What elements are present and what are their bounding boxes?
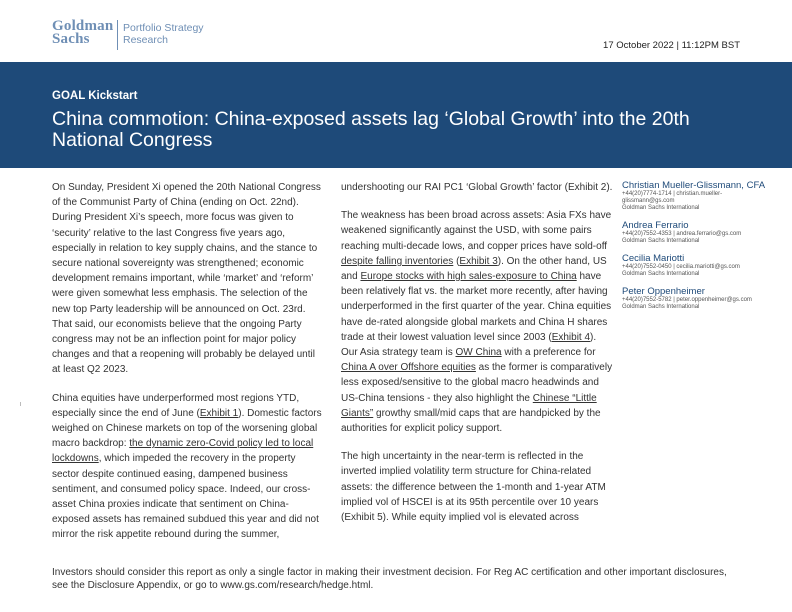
author-firm: Goldman Sachs International: [622, 238, 700, 244]
product-label: [123, 22, 204, 46]
author-firm: Goldman Sachs International: [622, 304, 700, 310]
text-run: China equities have underperformed most regions YTD, especially since the end of June (: [52, 392, 300, 419]
series-name: GOAL Kickstart: [52, 90, 138, 102]
exhibit-4-link[interactable]: Exhibit 4: [551, 331, 591, 343]
text-run: ). Domestic factors weighed on Chinese markets on top of the worsening global macro backdrop:: [52, 407, 322, 450]
margin-mark: [20, 402, 21, 406]
paragraph: [52, 391, 324, 543]
product-line-2: Research: [123, 34, 168, 46]
paragraph: The high uncertainty in the near-term is reflected in the inverted implied volatility term structure for China-related assets: the difference between the 1-month and 1-year ATM implied vol of HSCEI is at its 95th percentile over 10 years (Exhibit 5). While equity implied vol is elevated across: [341, 451, 606, 524]
text-run: , which impeded the recovery in the property sector despite continued easing, dampened business sentiment, and consumed policy space. Indeed, our cross-asset China proxies indicate that sentiment on China-exposed assets has remained subdued this year and did not mirror the risk appetite rebound during the summer,: [52, 453, 319, 541]
text-run: have been relatively flat vs. the market more recently, after having underperformed in the first quarter of the year. China equities have de-rated alongside global markets and China H shares trade at their lowest valuation level since 2003 (: [341, 271, 612, 343]
author-contact[interactable]: +44(20)7552-4353 | andrea.ferrario@gs.com: [622, 231, 742, 237]
product-line-1: Portfolio Strategy: [123, 22, 204, 34]
text-run: ). Our Asia strategy team is: [341, 331, 597, 359]
paragraph: undershooting our RAI PC1 ‘Global Growth’ factor (Exhibit 2).: [341, 182, 613, 193]
author-card: [622, 180, 772, 212]
author-contact[interactable]: +44(20)7552-0450 | cecilia.mariotti@gs.com: [622, 264, 740, 270]
body-column-2: [341, 180, 613, 538]
text-run: ). On the other hand, US and: [341, 255, 607, 283]
logo-line-1: Goldman: [52, 18, 114, 34]
text-run: (: [453, 255, 460, 267]
ow-china-link[interactable]: OW China: [455, 347, 502, 359]
paragraph: On Sunday, President Xi opened the 20th National Congress of the Communist Party of China (ending on Oct. 22nd). During President Xi’s speech, more focus was given to ‘security’ relative to the last Congress five years ago, especially in relation to key supply chains, and the stance to secure national sovereignty was strengthened; economic development remains important, while ‘market’ and ‘reform’ were given somewhat less emphasis. The selection of the new top Party leadership will be announced on Oct. 23rd. That said, our economists believe that the ongoing Party congress may not be an inflection point for major policy changes and that a reopening will probably be delayed until at least Q2 2023.: [52, 182, 321, 376]
author-card: [622, 253, 772, 278]
author-name: Peter Oppenheimer: [622, 286, 705, 297]
text-run: The weakness has been broad across assets: Asia FXs have weakened significantly against the USD, with some pairs reaching multi-decade lows, and copper prices have sold-off: [341, 210, 612, 252]
logo-divider: [117, 20, 118, 50]
report-title: China commotion: China-exposed assets lag ‘Global Growth’ into the 20th National Congress: [52, 108, 690, 151]
little-giants-link[interactable]: Chinese “Little Giants”: [341, 392, 597, 419]
author-contact[interactable]: +44(20)7552-5782 | peter.oppenheimer@gs.com: [622, 297, 752, 303]
text-run: as the former is comparatively less exposed/sensitive to the global macro headwinds and US-China tensions - they also highlight the: [341, 362, 613, 404]
text-run: with a preference for: [501, 347, 596, 359]
logo-line-2: Sachs: [52, 31, 90, 47]
title-banner: [0, 62, 792, 168]
exhibit-3-link[interactable]: Exhibit 3: [459, 255, 498, 267]
text-run: growthy small/mid caps that are handpicked by the authorities for explicit policy support.: [341, 407, 601, 435]
report-date: 17 October 2022 | 11:12PM BST: [603, 40, 740, 51]
page-header: [0, 0, 792, 62]
europe-stocks-link[interactable]: Europe stocks with high sales-exposure to China: [360, 271, 577, 283]
author-firm: Goldman Sachs International: [622, 271, 700, 277]
author-name: Cecilia Mariotti: [622, 253, 685, 264]
author-contact[interactable]: +44(20)7774-1714 | christian.mueller-glissmann@gs.com: [622, 191, 723, 204]
author-firm: Goldman Sachs International: [622, 205, 700, 211]
paragraph: [341, 208, 613, 436]
china-a-link[interactable]: China A over Offshore equities: [341, 362, 476, 374]
body-column-1: [52, 180, 324, 556]
exhibit-1-link[interactable]: Exhibit 1: [199, 407, 239, 419]
disclosure-footer: Investors should consider this report as only a single factor in making their investment decision. For Reg AC certification and other important disclosures, see the Disclosure Appendix, or go to www.gs.com/research/hedge.html.: [52, 567, 727, 591]
goldman-sachs-logo: [52, 20, 113, 46]
author-name: Andrea Ferrario: [622, 220, 689, 231]
zero-covid-link[interactable]: the dynamic zero-Covid policy led to local lockdowns: [52, 438, 314, 465]
author-card: [622, 286, 772, 311]
falling-inventories-link[interactable]: despite falling inventories: [341, 255, 454, 267]
author-card: [622, 220, 772, 245]
author-name: Christian Mueller-Glissmann, CFA: [622, 180, 766, 191]
authors-sidebar: [622, 180, 772, 319]
